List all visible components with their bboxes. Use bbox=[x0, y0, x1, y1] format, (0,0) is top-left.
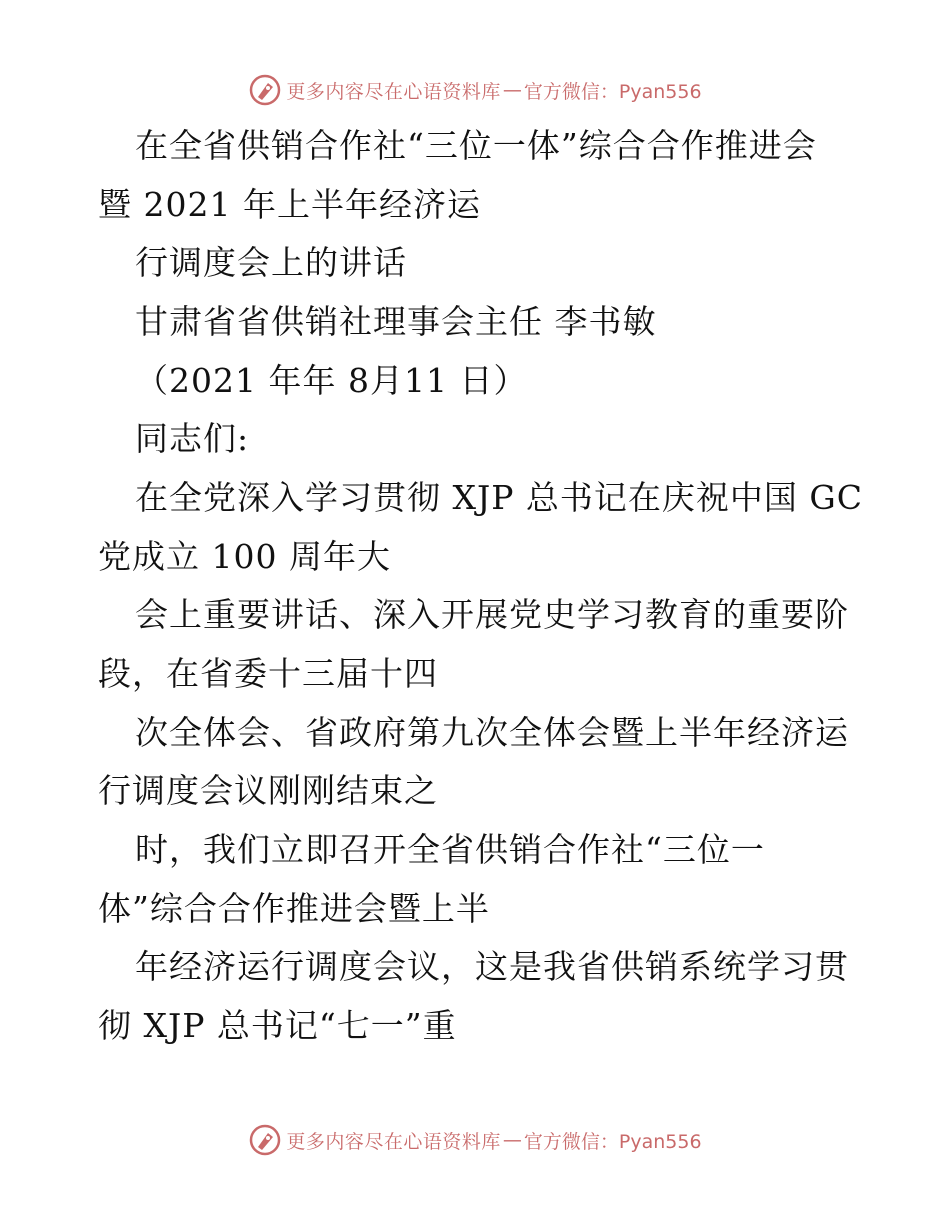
watermark-wechat: 官方微信：Pyan556 bbox=[523, 1130, 702, 1153]
watermark-separator: — bbox=[502, 1129, 522, 1151]
paragraph-line: 时，我们立即召开全省供销合作社“三位一 bbox=[135, 830, 765, 869]
footer-watermark bbox=[0, 1120, 950, 1160]
paragraph-line: 年经济运行调度会议，这是我省供销系统学习贯 bbox=[135, 947, 849, 986]
paragraph-line: 会上重要讲话、深入开展党史学习教育的重要阶 bbox=[135, 595, 849, 634]
paragraph-line: 行调度会议刚刚结束之 bbox=[98, 771, 438, 810]
title-line-1: 在全省供销合作社“三位一体”综合合作推进会 bbox=[135, 126, 817, 165]
paragraph-line: 彻 XJP 总书记“七一”重 bbox=[98, 1006, 457, 1045]
pen-nib-logo-icon bbox=[248, 73, 282, 107]
watermark-text: 更多内容尽在心语资料库 bbox=[286, 1130, 501, 1153]
paragraph-line: 次全体会、省政府第九次全体会暨上半年经济运 bbox=[135, 713, 849, 752]
title-line-3: 行调度会上的讲话 bbox=[135, 243, 407, 282]
paragraph-line: 段，在省委十三届十四 bbox=[98, 654, 438, 693]
title-line-2: 暨 2021 年上半年经济运 bbox=[98, 185, 481, 224]
salutation: 同志们: bbox=[135, 419, 250, 458]
paragraph-line: 在全党深入学习贯彻 XJP 总书记在庆祝中国 GC bbox=[135, 478, 864, 517]
watermark-text: 更多内容尽在心语资料库 bbox=[286, 80, 501, 103]
author-line: 甘肃省省供销社理事会主任 李书敏 bbox=[135, 302, 657, 341]
pen-nib-logo-icon bbox=[248, 1123, 282, 1157]
watermark-separator: — bbox=[502, 79, 522, 101]
watermark-wechat: 官方微信：Pyan556 bbox=[523, 80, 702, 103]
paragraph-line: 体”综合合作推进会暨上半 bbox=[98, 889, 490, 928]
date-line: （2021 年年 8月11 日） bbox=[135, 361, 528, 400]
header-watermark bbox=[0, 70, 950, 110]
paragraph-line: 党成立 100 周年大 bbox=[98, 537, 391, 576]
